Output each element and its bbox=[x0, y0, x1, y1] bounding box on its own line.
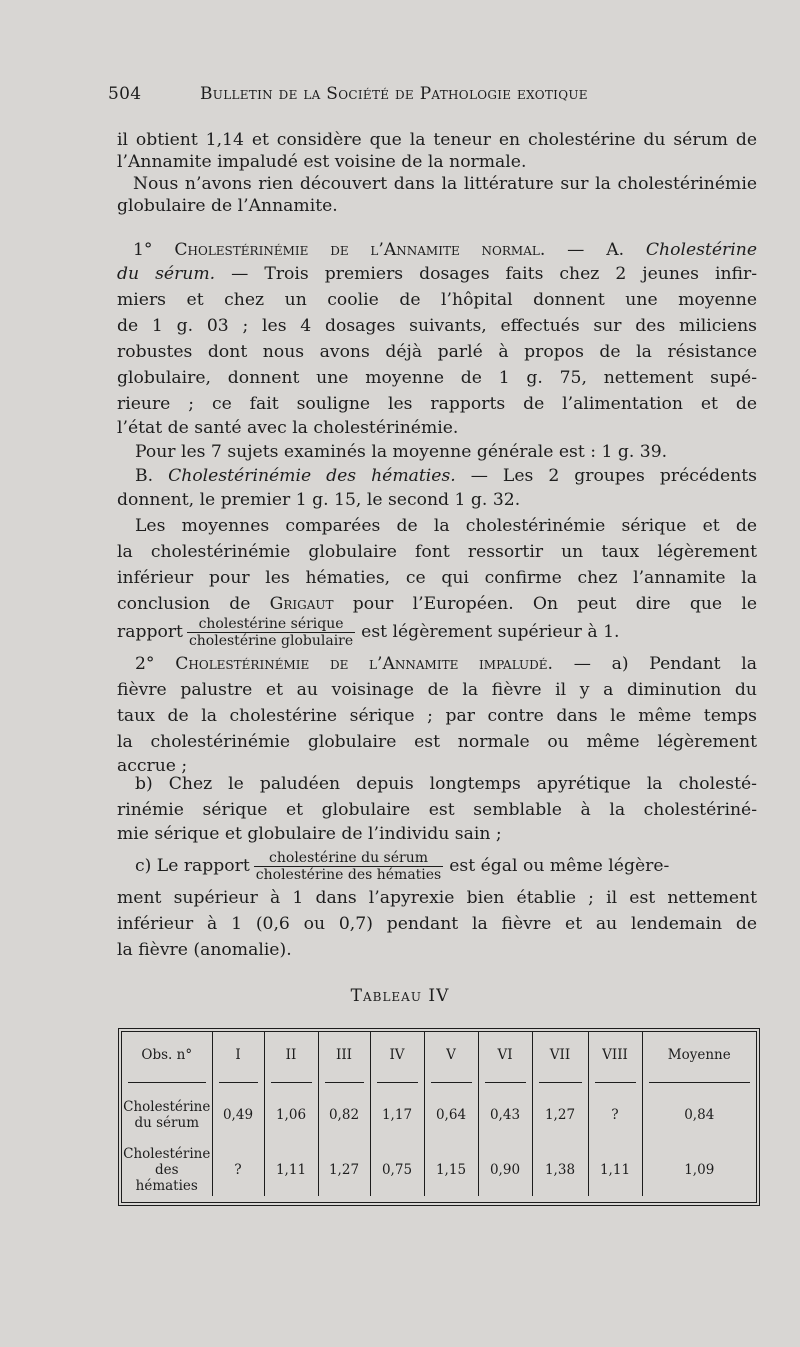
table-cell: 1,27 bbox=[532, 1086, 588, 1144]
table-cell: 1,06 bbox=[264, 1086, 318, 1144]
text-line: B. Cholestérinémie des hématies. — Les 2 groupes précédents bbox=[135, 466, 758, 486]
text-line: taux de la cholestérine sérique ; par contre dans le même temps bbox=[117, 706, 757, 726]
fraction-line-2: c) Le rapport $\frac{\text{cholestérine du sérum}}{\text{cholestérine des hématies}}$ est égal ou même légère- bbox=[135, 850, 670, 883]
text-line: il obtient 1,14 et considère que la teneur en cholestérine du sérum de bbox=[117, 130, 757, 150]
fraction-denominator: cholestérine des hématies bbox=[255, 867, 442, 883]
text-line: Pour les 7 sujets examinés la moyenne générale est : 1 g. 39. bbox=[135, 442, 668, 462]
table-header-row bbox=[122, 1032, 756, 1078]
text-line: la cholestérinémie globulaire font ressortir un taux légèrement bbox=[117, 542, 757, 562]
row-label: Cholestérine du sérum bbox=[122, 1086, 212, 1144]
table-row bbox=[122, 1144, 756, 1196]
column-header: I bbox=[212, 1032, 264, 1078]
text-line: inférieur pour les hématies, ce qui confirme chez l’annamite la bbox=[117, 568, 757, 588]
table-cell: 0,82 bbox=[318, 1086, 370, 1144]
column-header: VIII bbox=[588, 1032, 642, 1078]
text-line: donnent, le premier 1 g. 15, le second 1 g. 32. bbox=[117, 490, 521, 510]
table-cell: 0,43 bbox=[478, 1086, 532, 1144]
text-line: ment supérieur à 1 dans l’apyrexie bien établie ; il est nettement bbox=[117, 888, 757, 908]
rule-row bbox=[122, 1078, 756, 1086]
text-line: la fièvre (anomalie). bbox=[117, 940, 292, 960]
table-cell: 0,75 bbox=[370, 1144, 424, 1196]
column-header: III bbox=[318, 1032, 370, 1078]
column-header: VI bbox=[478, 1032, 532, 1078]
section-heading-2: 2° Cholestérinémie de l’Annamite impaludé. — a) Pendant la bbox=[135, 654, 757, 674]
fraction-denominator: cholestérine globulaire bbox=[188, 633, 354, 649]
page-number: 504 bbox=[108, 84, 142, 104]
column-header: V bbox=[424, 1032, 478, 1078]
text-line: fièvre palustre et au voisinage de la fièvre il y a diminution du bbox=[117, 680, 757, 700]
text-line: globulaire de l’Annamite. bbox=[117, 196, 338, 216]
fraction-1 bbox=[187, 616, 355, 649]
text-line: inférieur à 1 (0,6 ou 0,7) pendant la fièvre et au lendemain de bbox=[117, 914, 757, 934]
text-line: du sérum. — Trois premiers dosages faits chez 2 jeunes infir- bbox=[117, 264, 758, 284]
table-cell: 1,11 bbox=[588, 1144, 642, 1196]
text-line: l’état de santé avec la cholestérinémie. bbox=[117, 418, 459, 438]
table-cell: 1,09 bbox=[684, 1162, 715, 1178]
section-title: Cholestérinémie de l’Annamite normal. bbox=[174, 240, 546, 260]
fraction-numerator: cholestérine du sérum bbox=[254, 850, 443, 867]
table bbox=[122, 1032, 756, 1196]
text-line: Les moyennes comparées de la cholestérinémie sérique et de bbox=[135, 516, 757, 536]
table-row bbox=[122, 1086, 756, 1144]
section-title: Cholestérinémie de l’Annamite impaludé. bbox=[175, 654, 553, 674]
table-cell: ? bbox=[212, 1144, 264, 1196]
text-line: mie sérique et globulaire de l’individu sain ; bbox=[117, 824, 502, 844]
text-line: rieure ; ce fait souligne les rapports de l’alimentation et de bbox=[117, 394, 757, 414]
column-header: VII bbox=[532, 1032, 588, 1078]
fraction-numerator: cholestérine sérique bbox=[187, 616, 355, 633]
table-cell: 0,64 bbox=[424, 1086, 478, 1144]
text-line: accrue ; bbox=[117, 756, 188, 776]
table-cell: 0,49 bbox=[212, 1086, 264, 1144]
column-header: IV bbox=[370, 1032, 424, 1078]
fraction-line-1: rapport $\frac{\text{cholestérine sérique}}{\text{cholestérine globulaire}}$ est légèrement supérieur à 1. bbox=[117, 616, 620, 649]
table-cell: 1,11 bbox=[264, 1144, 318, 1196]
text-line: rinémie sérique et globulaire est semblable à la cholestériné- bbox=[117, 800, 757, 820]
text-line: la cholestérinémie globulaire est normale ou même légèrement bbox=[117, 732, 757, 752]
text-line: globulaire, donnent une moyenne de 1 g. 75, nettement supé- bbox=[117, 368, 757, 388]
row-label: Cholestérine des hématies bbox=[123, 1146, 211, 1194]
section-heading-1: 1° Cholestérinémie de l’Annamite normal. — A. Cholestérine bbox=[133, 240, 757, 260]
table-cell: 0,90 bbox=[478, 1144, 532, 1196]
column-header: Obs. n° bbox=[122, 1032, 212, 1078]
text-line: Nous n’avons rien découvert dans la littérature sur la cholestérinémie bbox=[133, 174, 757, 194]
text-line: miers et chez un coolie de l’hôpital donnent une moyenne bbox=[117, 290, 757, 310]
table-cell: 1,17 bbox=[370, 1086, 424, 1144]
fraction-2 bbox=[254, 850, 443, 883]
column-header: Moyenne bbox=[667, 1047, 731, 1063]
author-name: Grigaut bbox=[269, 594, 334, 614]
text-line: robustes dont nous avons déjà parlé à propos de la résistance bbox=[117, 342, 757, 362]
table-title: Tableau IV bbox=[350, 986, 450, 1006]
table-cell: 1,27 bbox=[318, 1144, 370, 1196]
text-line: l’Annamite impaludé est voisine de la normale. bbox=[117, 152, 527, 172]
table-cell: 0,84 bbox=[684, 1107, 715, 1123]
text-line: b) Chez le paludéen depuis longtemps apyrétique la cholesté- bbox=[135, 774, 757, 794]
table-cell: 1,15 bbox=[424, 1144, 478, 1196]
table-cell: ? bbox=[588, 1086, 642, 1144]
text-line: de 1 g. 03 ; les 4 dosages suivants, effectués sur des miliciens bbox=[117, 316, 757, 336]
journal-title: Bulletin de la Société de Pathologie exotique bbox=[200, 84, 588, 104]
column-header: II bbox=[264, 1032, 318, 1078]
table-cell: 1,38 bbox=[532, 1144, 588, 1196]
running-header bbox=[108, 84, 708, 108]
data-table bbox=[118, 1028, 760, 1206]
text-line: conclusion de Grigaut pour l’Européen. On peut dire que le bbox=[117, 594, 757, 614]
